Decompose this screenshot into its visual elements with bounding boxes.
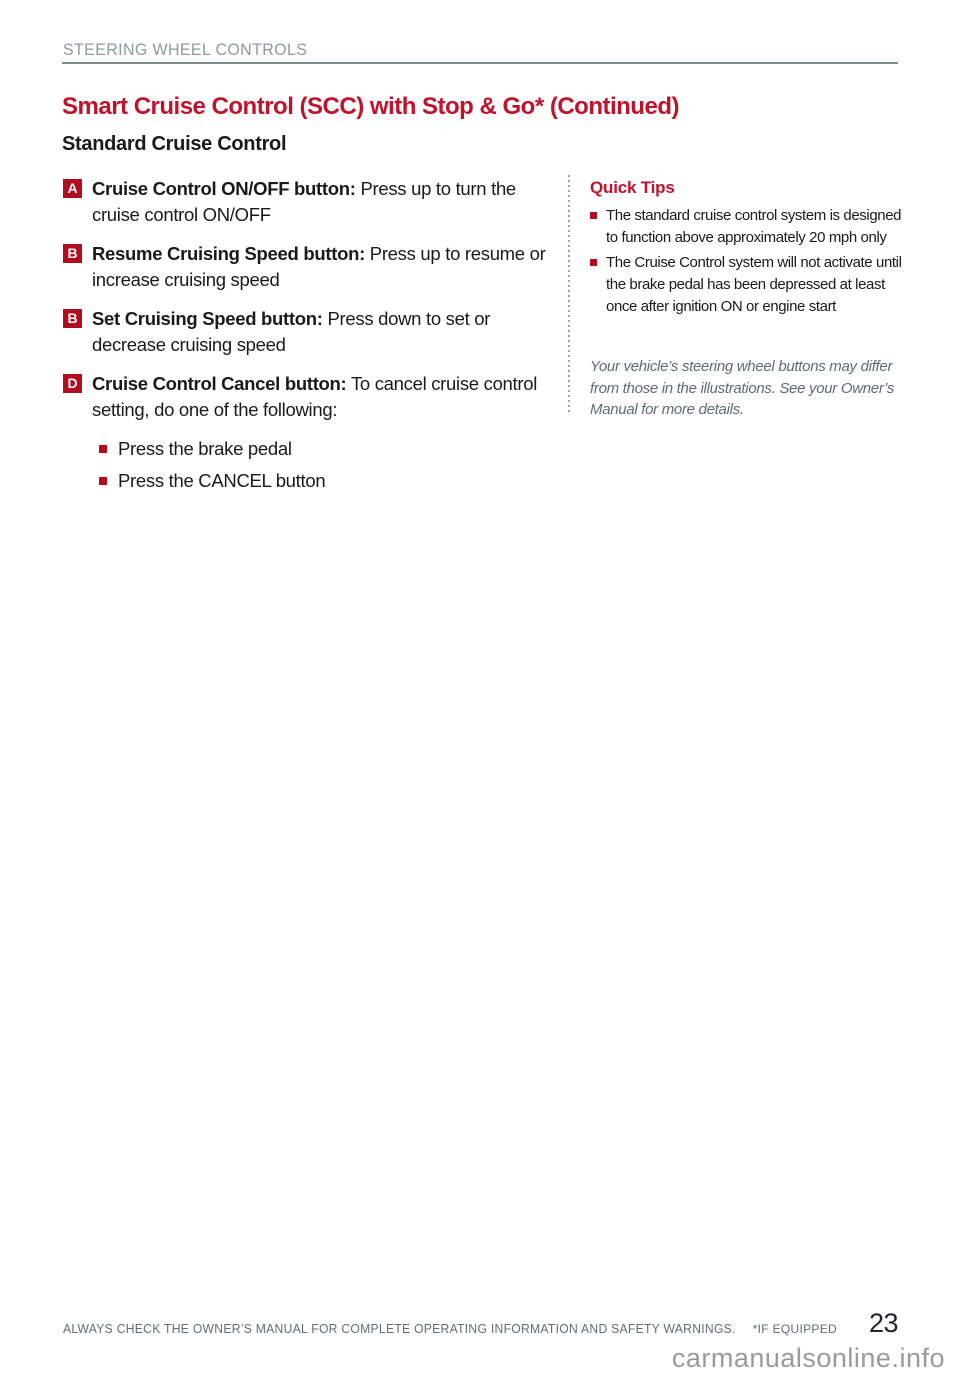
- control-desc: Press down to set or decrease cruising speed: [92, 308, 491, 355]
- list-item-text: Press the CANCEL button: [118, 470, 326, 491]
- control-desc: Press up to turn the cruise control ON/OFF: [92, 178, 516, 225]
- quick-tip-text: The Cruise Control system will not activate until the brake pedal has been depressed at least once after ignition ON or engine start: [606, 254, 902, 315]
- control-item-cancel: [63, 371, 555, 423]
- control-item-text: [92, 176, 550, 228]
- bullet-icon: [590, 212, 597, 219]
- bullet-icon: [99, 477, 107, 485]
- control-name: Set Cruising Speed button:: [92, 308, 323, 329]
- control-desc: To cancel cruise control setting, do one of the following:: [92, 373, 538, 420]
- control-descriptions: [63, 176, 555, 500]
- cancel-options-list: [63, 436, 555, 494]
- list-item-text: Press the brake pedal: [118, 438, 292, 459]
- control-item-set: [63, 306, 555, 358]
- page-title: Smart Cruise Control (SCC) with Stop & Go* (Continued): [62, 93, 679, 120]
- quick-tip: [590, 252, 912, 318]
- column-divider: [568, 175, 570, 415]
- badge-d-icon: D: [63, 374, 82, 393]
- control-name: Cruise Control Cancel button:: [92, 373, 347, 394]
- bullet-icon: [99, 445, 107, 453]
- footer-if-equipped: *IF EQUIPPED: [752, 1322, 837, 1336]
- list-item: [99, 468, 555, 494]
- control-desc: Press up to resume or increase cruising speed: [92, 243, 546, 290]
- section-eyebrow: STEERING WHEEL CONTROLS: [63, 40, 308, 59]
- control-item-text: [92, 371, 550, 423]
- control-item-resume: [63, 241, 555, 293]
- list-item: [99, 436, 555, 462]
- quick-tip: [590, 205, 912, 249]
- page-subtitle: Standard Cruise Control: [62, 133, 287, 155]
- quick-tips-heading: Quick Tips: [590, 178, 675, 197]
- footer-warning-text: ALWAYS CHECK THE OWNER’S MANUAL FOR COMPLETE OPERATING INFORMATION AND SAFETY WARNINGS.: [63, 1322, 736, 1336]
- header-divider: [62, 62, 898, 64]
- bullet-icon: [590, 259, 597, 266]
- quick-tip-text: The standard cruise control system is designed to function above approximately 20 mph only: [606, 207, 902, 246]
- control-item-text: [92, 306, 550, 358]
- badge-b-icon: B: [63, 309, 82, 328]
- site-watermark: carmanualsonline.info: [671, 1343, 945, 1373]
- badge-a-icon: A: [63, 179, 82, 198]
- disclaimer-note: Your vehicle’s steering wheel buttons may differ from those in the illustrations. See your Owner’s Manual for more details.: [590, 358, 895, 418]
- control-name: Resume Cruising Speed button:: [92, 243, 365, 264]
- control-item-on-off: [63, 176, 555, 228]
- page-number: 23: [868, 1308, 898, 1338]
- control-name: Cruise Control ON/OFF button:: [92, 178, 356, 199]
- control-item-text: [92, 241, 550, 293]
- badge-b-icon: B: [63, 244, 82, 263]
- quick-tips-panel: [590, 178, 912, 421]
